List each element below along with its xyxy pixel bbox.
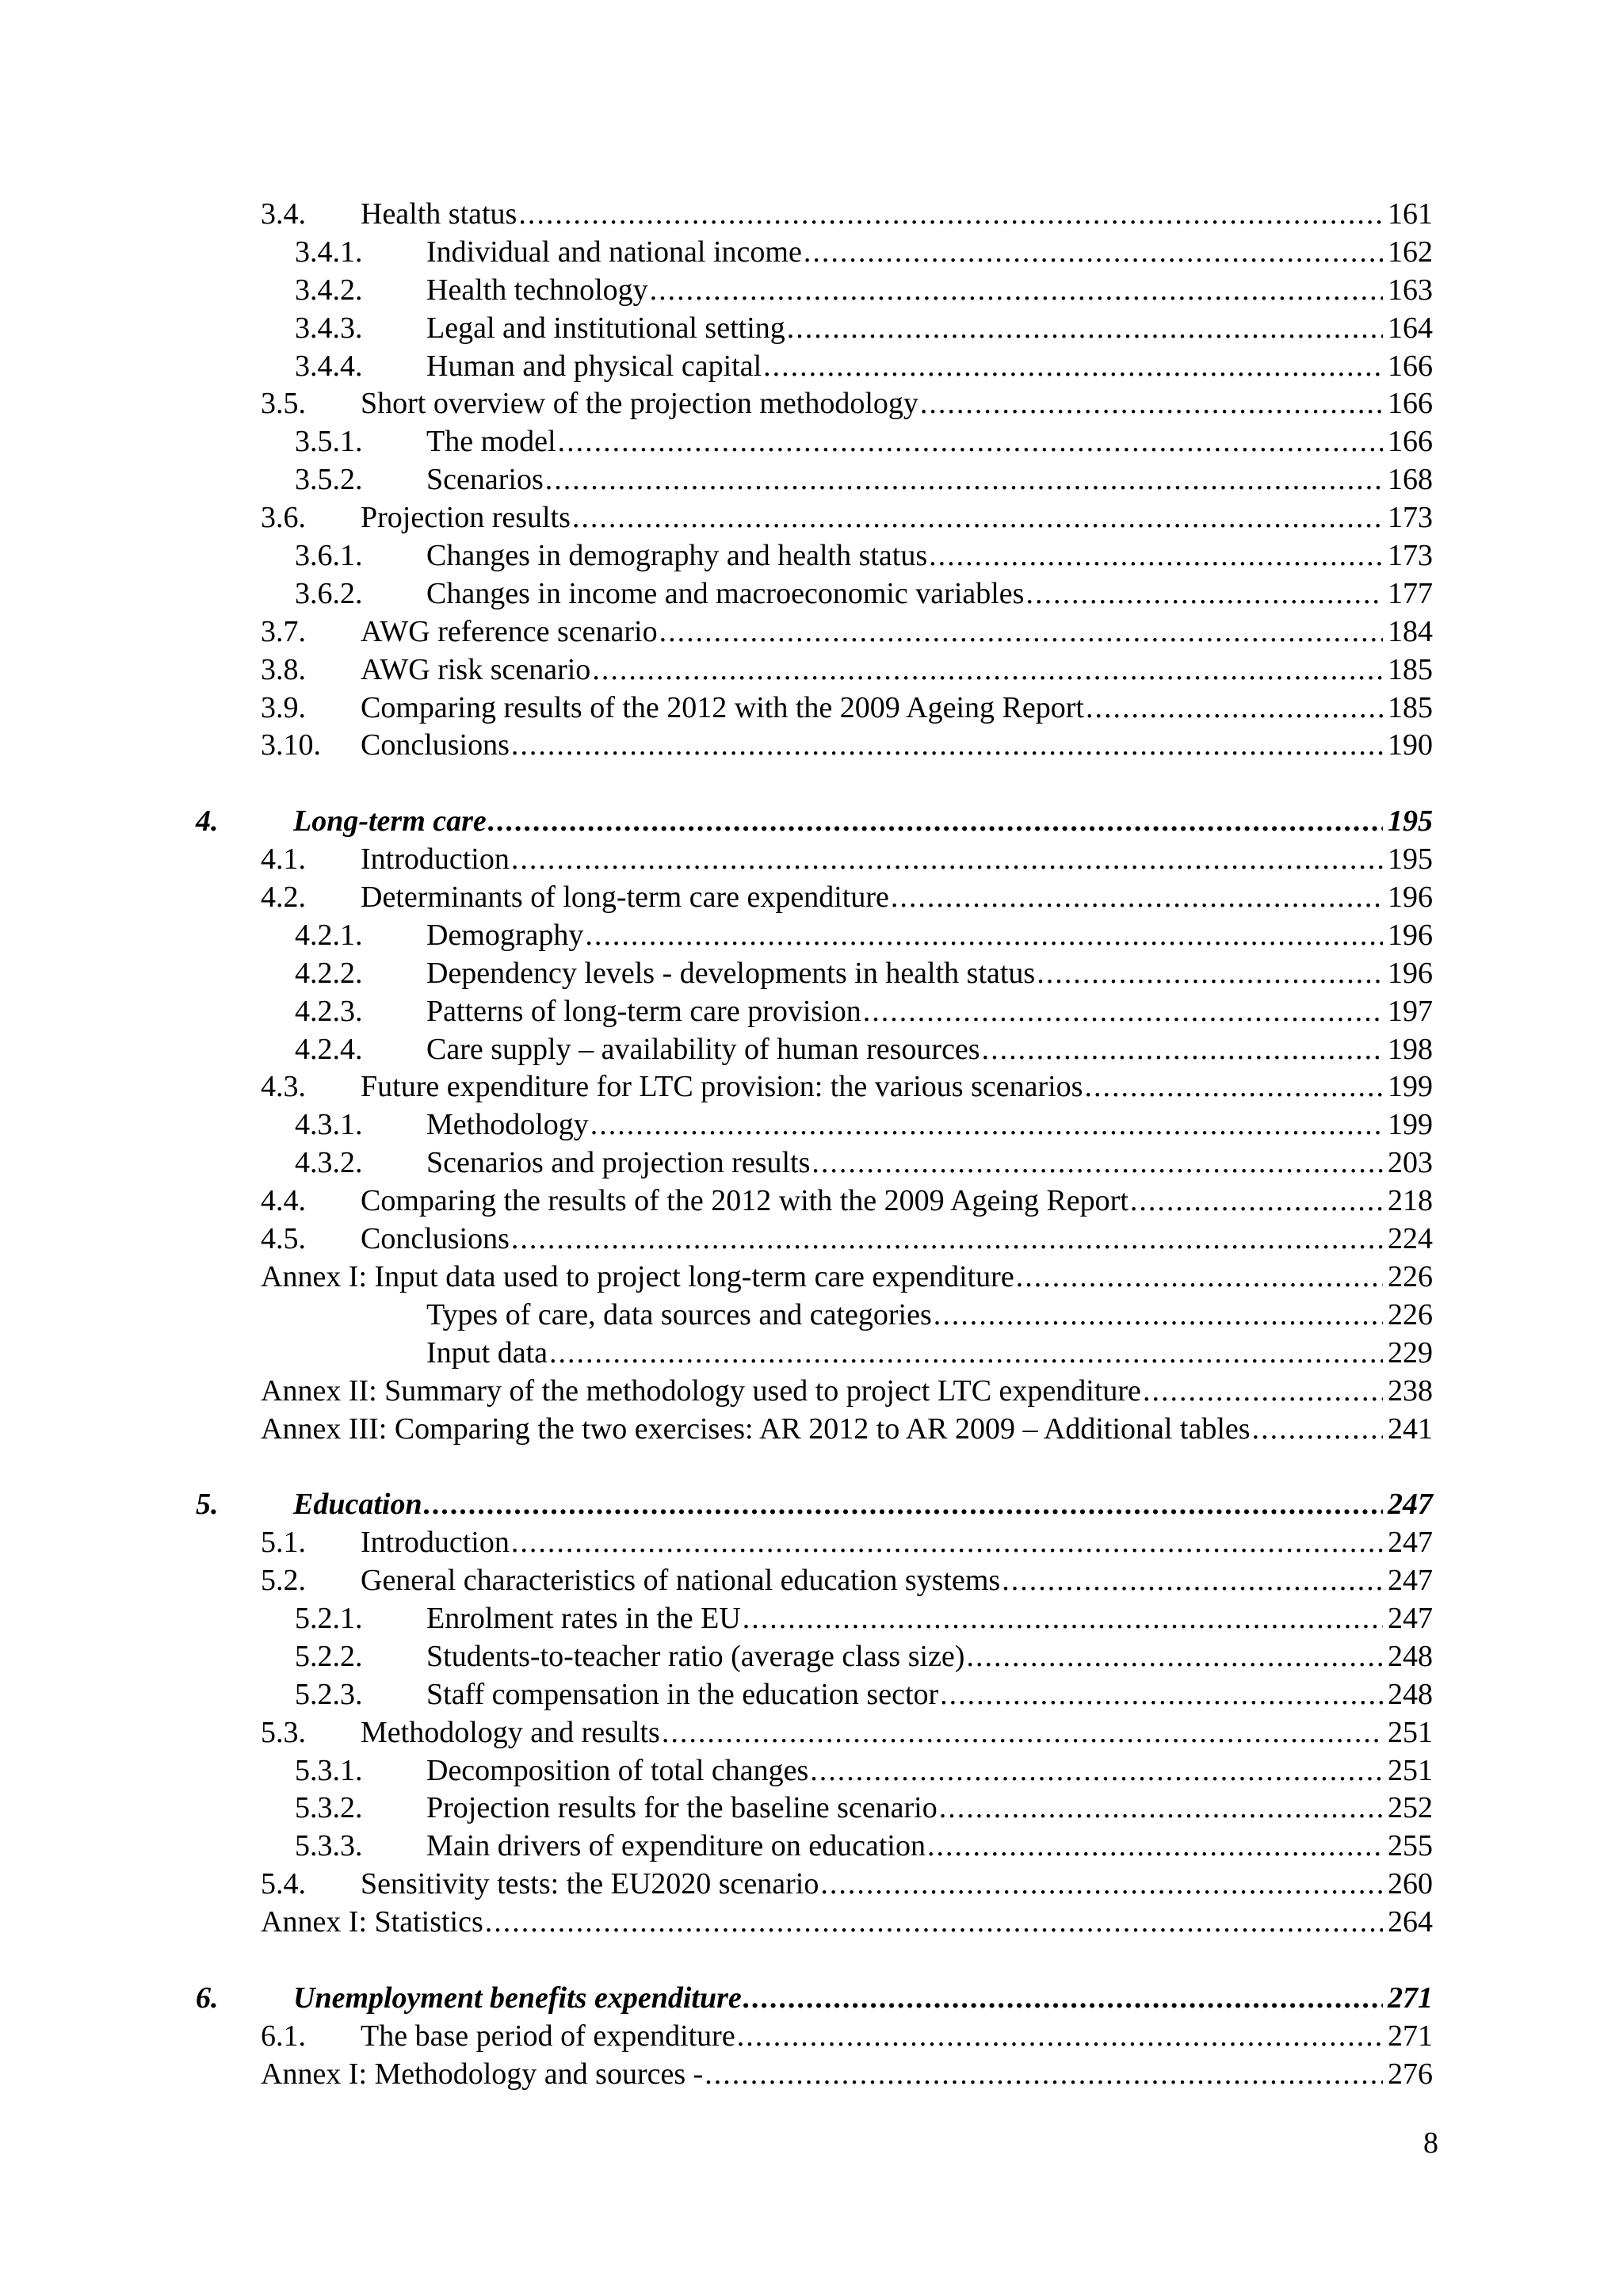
toc-entry-page: 197 <box>1388 994 1433 1028</box>
dot-leader <box>1002 1562 1383 1600</box>
toc-entry[interactable] <box>0 310 1623 348</box>
toc-entry-title: Conclusions <box>361 1222 510 1256</box>
toc-entry-number: 3.4. <box>261 197 306 231</box>
toc-entry-number: 4.3.1. <box>295 1108 363 1142</box>
toc-entry[interactable] <box>0 1562 1623 1600</box>
toc-entry-line <box>361 385 1433 423</box>
dot-leader <box>650 272 1383 310</box>
toc-entry-number: 6. <box>196 1981 219 2015</box>
toc-entry-line <box>426 1638 1433 1676</box>
toc-entry-title: AWG risk scenario <box>361 652 591 686</box>
toc-entry-title: Input data <box>426 1335 548 1370</box>
toc-entry-number: 3.6.1. <box>295 539 363 573</box>
dot-leader <box>939 1790 1383 1828</box>
toc-entry-title: Health technology <box>426 273 648 307</box>
dot-leader <box>927 1828 1383 1866</box>
dot-leader <box>511 727 1383 765</box>
toc-entry-page: 238 <box>1388 1373 1433 1408</box>
toc-entry-page: 252 <box>1388 1791 1433 1825</box>
toc-entry-page: 198 <box>1388 1032 1433 1066</box>
dot-leader <box>662 1714 1383 1752</box>
toc-entry-number: 6.1. <box>261 2019 306 2053</box>
toc-entry-line <box>361 1866 1433 1904</box>
toc-entry-title: Scenarios and projection results <box>426 1146 811 1180</box>
toc-entry-number: 4.3.2. <box>295 1146 363 1180</box>
dot-leader <box>485 1904 1383 1942</box>
toc-entry[interactable] <box>0 385 1623 423</box>
toc-entry-number: 5.2. <box>261 1564 306 1598</box>
toc-entry-line <box>361 690 1433 728</box>
toc-entry-title: Human and physical capital <box>426 349 762 383</box>
toc-entry-line <box>426 1031 1433 1069</box>
toc-entry[interactable] <box>0 1638 1623 1676</box>
toc-entry-page: 173 <box>1388 501 1433 535</box>
toc-chapter-entry[interactable] <box>0 1980 1623 2018</box>
toc-entry[interactable] <box>0 1182 1623 1221</box>
toc-entry-number: 5.3.3. <box>295 1829 363 1863</box>
toc-entry[interactable] <box>0 1144 1623 1182</box>
dot-leader <box>558 423 1383 461</box>
toc-entry[interactable] <box>0 1524 1623 1562</box>
dot-leader <box>1143 1373 1383 1411</box>
toc-entry-line <box>426 917 1433 955</box>
toc-entry-line <box>426 272 1433 310</box>
toc-entry-title: Annex I: Statistics <box>261 1905 483 1939</box>
toc-entry-title: Annex I: Input data used to project long-term care expenditure <box>261 1259 1014 1293</box>
toc-entry-title: Legal and institutional setting <box>426 311 785 345</box>
toc-entry-page: 184 <box>1388 614 1433 648</box>
toc-entry-title: Scenarios <box>426 463 544 497</box>
toc-entry-line <box>361 879 1433 917</box>
toc-entry[interactable] <box>0 1068 1623 1106</box>
dot-leader <box>590 1106 1383 1144</box>
toc-entry-title: Annex I: Methodology and sources - <box>261 2057 704 2091</box>
toc-entry-page: 226 <box>1388 1297 1433 1331</box>
dot-leader <box>929 537 1383 575</box>
toc-entry[interactable] <box>0 1297 1623 1335</box>
toc-entry-title: Staff compensation in the education sector <box>426 1677 939 1711</box>
toc-entry-page: 177 <box>1388 576 1433 610</box>
toc-entry-line <box>361 1562 1433 1600</box>
toc-entry-page: 163 <box>1388 273 1433 307</box>
toc-entry-page: 168 <box>1388 463 1433 497</box>
toc-entry-page: 196 <box>1388 956 1433 990</box>
toc-entry-number: 3.4.2. <box>295 273 363 307</box>
toc-entry-line <box>426 423 1433 461</box>
dot-leader <box>585 917 1383 955</box>
toc-entry[interactable] <box>0 2056 1623 2094</box>
toc-entry-number: 3.6. <box>261 501 306 535</box>
toc-entry-page: 247 <box>1388 1564 1433 1598</box>
toc-entry-page: 251 <box>1388 1753 1433 1787</box>
toc-entry-title: Sensitivity tests: the EU2020 scenario <box>361 1867 819 1901</box>
toc-entry[interactable] <box>0 1106 1623 1144</box>
toc-entry-title: Decomposition of total changes <box>426 1753 809 1787</box>
toc-entry-page: 264 <box>1388 1905 1433 1939</box>
toc-entry-page: 190 <box>1388 728 1433 762</box>
dot-leader <box>920 385 1383 423</box>
toc-entry-page: 166 <box>1388 349 1433 383</box>
toc-entry-line <box>426 310 1433 348</box>
dot-leader <box>810 1752 1383 1790</box>
toc-entry[interactable] <box>0 234 1623 272</box>
toc-entry[interactable] <box>0 1676 1623 1714</box>
toc-entry-line <box>426 1144 1433 1182</box>
toc-entry-number: 5. <box>196 1488 219 1522</box>
toc-entry-title: AWG reference scenario <box>361 614 658 648</box>
toc-entry[interactable] <box>0 993 1623 1031</box>
toc-entry-line <box>361 1524 1433 1562</box>
toc-entry[interactable] <box>0 1904 1623 1942</box>
toc-entry-line <box>293 803 1433 841</box>
toc-entry-page: 166 <box>1388 425 1433 459</box>
toc-entry-line <box>361 727 1433 765</box>
toc-entry-title: Future expenditure for LTC provision: the various scenarios <box>361 1070 1083 1104</box>
toc-entry-page: 271 <box>1388 2019 1433 2053</box>
toc-entry-title: Students-to-teacher ratio (average class size) <box>426 1639 965 1673</box>
toc-entry-number: 5.1. <box>261 1526 306 1560</box>
toc-entry-title: Annex III: Comparing the two exercises: AR 2012 to AR 2009 – Additional tables <box>261 1412 1251 1446</box>
toc-entry-title: Changes in demography and health status <box>426 539 928 573</box>
toc-entry[interactable] <box>0 1031 1623 1069</box>
toc-entry-line <box>293 1486 1433 1524</box>
toc-entry-line <box>261 2056 1433 2094</box>
toc-entry-page: 166 <box>1388 387 1433 421</box>
toc-entry-number: 3.9. <box>261 690 306 724</box>
toc-entry-line <box>361 499 1433 537</box>
toc-entry[interactable] <box>0 879 1623 917</box>
dot-leader <box>659 613 1383 651</box>
toc-entry-number: 4.2.1. <box>295 918 363 952</box>
toc-entry[interactable] <box>0 727 1623 765</box>
toc-entry-title: Comparing results of the 2012 with the 2009 Ageing Report <box>361 690 1084 724</box>
toc-chapter-entry[interactable] <box>0 803 1623 841</box>
toc-entry-line <box>261 1259 1433 1297</box>
dot-leader <box>1252 1411 1383 1449</box>
toc-entry-title: Patterns of long-term care provision <box>426 994 861 1028</box>
toc-entry[interactable] <box>0 537 1623 575</box>
toc-entry-line <box>361 651 1433 690</box>
dot-leader <box>1130 1182 1383 1221</box>
toc-entry-title: Individual and national income <box>426 235 802 269</box>
toc-entry[interactable] <box>0 1866 1623 1904</box>
toc-entry-number: 5.3. <box>261 1715 306 1749</box>
toc-entry-number: 4.2.2. <box>295 956 363 990</box>
table-of-contents <box>0 196 1623 2094</box>
toc-entry-page: 199 <box>1388 1070 1433 1104</box>
toc-entry-page: 161 <box>1388 197 1433 231</box>
toc-entry-title: Types of care, data sources and categories <box>426 1297 932 1331</box>
dot-leader <box>549 1335 1383 1373</box>
toc-entry[interactable] <box>0 196 1623 234</box>
dot-leader <box>737 2018 1383 2056</box>
toc-entry-number: 3.4.3. <box>295 311 363 345</box>
toc-entry-title: General characteristics of national education systems <box>361 1564 1001 1598</box>
toc-entry-title: Dependency levels - developments in health status <box>426 956 1036 990</box>
toc-entry-page: 164 <box>1388 311 1433 345</box>
toc-entry-line <box>426 348 1433 386</box>
toc-entry-line <box>361 1221 1433 1259</box>
toc-entry-number: 4.1. <box>261 842 306 877</box>
toc-entry[interactable] <box>0 461 1623 499</box>
dot-leader <box>518 196 1383 234</box>
toc-entry-page: 276 <box>1388 2057 1433 2091</box>
toc-entry-title: Changes in income and macroeconomic variables <box>426 576 1025 610</box>
toc-entry-title: Determinants of long-term care expenditure <box>361 881 889 915</box>
toc-entry-number: 3.5.1. <box>295 425 363 459</box>
dot-leader <box>424 1486 1383 1524</box>
toc-entry-page: 226 <box>1388 1259 1433 1293</box>
toc-entry[interactable] <box>0 917 1623 955</box>
toc-entry-line <box>361 2018 1433 2056</box>
toc-entry-title: Annex II: Summary of the methodology used to project LTC expenditure <box>261 1373 1141 1408</box>
toc-entry-page: 247 <box>1388 1526 1433 1560</box>
toc-entry[interactable] <box>0 1259 1623 1297</box>
toc-entry-line <box>361 1068 1433 1106</box>
toc-entry-number: 3.4.4. <box>295 349 363 383</box>
toc-entry-title: Long-term care <box>293 804 487 839</box>
toc-entry-number: 3.6.2. <box>295 576 363 610</box>
toc-entry[interactable] <box>0 1600 1623 1638</box>
toc-entry-line <box>426 1752 1433 1790</box>
toc-entry-line <box>361 613 1433 651</box>
toc-entry-page: 162 <box>1388 235 1433 269</box>
dot-leader <box>1084 1068 1383 1106</box>
toc-entry-title: The model <box>426 425 556 459</box>
toc-entry-number: 3.4.1. <box>295 235 363 269</box>
toc-entry-line <box>426 1106 1433 1144</box>
toc-entry-title: Methodology <box>426 1108 589 1142</box>
toc-entry[interactable] <box>0 272 1623 310</box>
toc-entry-title: Demography <box>426 918 584 952</box>
toc-entry-line <box>426 1297 1433 1335</box>
toc-entry[interactable] <box>0 348 1623 386</box>
dot-leader <box>1037 955 1383 993</box>
dot-leader <box>488 803 1383 841</box>
section-spacer <box>0 1448 1623 1486</box>
toc-entry-page: 173 <box>1388 539 1433 573</box>
dot-leader <box>545 461 1383 499</box>
toc-entry-page: 251 <box>1388 1715 1433 1749</box>
dot-leader <box>966 1638 1383 1676</box>
toc-entry-line <box>261 1904 1433 1942</box>
dot-leader <box>511 1524 1383 1562</box>
toc-entry-number: 5.3.2. <box>295 1791 363 1825</box>
toc-entry-number: 4.5. <box>261 1222 306 1256</box>
toc-entry-line <box>361 1714 1433 1752</box>
toc-entry[interactable] <box>0 423 1623 461</box>
toc-entry-page: 224 <box>1388 1222 1433 1256</box>
toc-entry-number: 4.2.4. <box>295 1032 363 1066</box>
toc-entry-line <box>361 1182 1433 1221</box>
dot-leader <box>982 1031 1383 1069</box>
toc-entry-page: 247 <box>1388 1601 1433 1635</box>
toc-entry[interactable] <box>0 1828 1623 1866</box>
toc-entry-page: 218 <box>1388 1184 1433 1218</box>
dot-leader <box>891 879 1383 917</box>
dot-leader <box>1086 690 1383 728</box>
toc-entry-number: 3.5.2. <box>295 463 363 497</box>
toc-entry-number: 5.2.3. <box>295 1677 363 1711</box>
toc-entry-number: 3.7. <box>261 614 306 648</box>
toc-entry-page: 248 <box>1388 1677 1433 1711</box>
toc-entry-number: 5.3.1. <box>295 1753 363 1787</box>
toc-entry[interactable] <box>0 613 1623 651</box>
toc-entry-title: Projection results <box>361 501 571 535</box>
toc-entry[interactable] <box>0 1714 1623 1752</box>
toc-entry-page: 229 <box>1388 1335 1433 1370</box>
toc-entry-line <box>426 1828 1433 1866</box>
toc-entry-line <box>261 1373 1433 1411</box>
toc-entry-page: 203 <box>1388 1146 1433 1180</box>
toc-entry-page: 196 <box>1388 918 1433 952</box>
dot-leader <box>812 1144 1383 1182</box>
toc-entry-page: 271 <box>1388 1981 1433 2015</box>
dot-leader <box>572 499 1383 537</box>
toc-entry-page: 260 <box>1388 1867 1433 1901</box>
toc-entry-page: 199 <box>1388 1108 1433 1142</box>
toc-entry[interactable] <box>0 651 1623 690</box>
toc-entry-number: 4.3. <box>261 1070 306 1104</box>
toc-entry-title: Projection results for the baseline scenario <box>426 1791 938 1825</box>
toc-entry-number: 5.4. <box>261 1867 306 1901</box>
toc-entry-line <box>361 841 1433 879</box>
toc-entry-line <box>426 461 1433 499</box>
toc-entry-number: 4.2.3. <box>295 994 363 1028</box>
toc-entry[interactable] <box>0 1752 1623 1790</box>
dot-leader <box>940 1676 1383 1714</box>
dot-leader <box>1016 1259 1383 1297</box>
toc-entry[interactable] <box>0 499 1623 537</box>
toc-entry-title: Conclusions <box>361 728 510 762</box>
toc-entry-number: 3.5. <box>261 387 306 421</box>
toc-entry-title: Education <box>293 1488 422 1522</box>
toc-entry-number: 3.8. <box>261 652 306 686</box>
toc-entry-page: 255 <box>1388 1829 1433 1863</box>
toc-entry-line <box>426 1600 1433 1638</box>
dot-leader <box>804 234 1383 272</box>
toc-entry-page: 241 <box>1388 1412 1433 1446</box>
dot-leader <box>1025 575 1383 613</box>
toc-entry[interactable] <box>0 690 1623 728</box>
toc-entry-line <box>361 196 1433 234</box>
toc-entry[interactable] <box>0 2018 1623 2056</box>
dot-leader <box>743 1980 1383 2018</box>
dot-leader <box>705 2056 1383 2094</box>
toc-chapter-entry[interactable] <box>0 1486 1623 1524</box>
toc-entry-page: 195 <box>1388 842 1433 877</box>
toc-entry[interactable] <box>0 1373 1623 1411</box>
toc-entry-page: 248 <box>1388 1639 1433 1673</box>
toc-entry[interactable] <box>0 841 1623 879</box>
toc-entry-line <box>426 1676 1433 1714</box>
dot-leader <box>511 1221 1383 1259</box>
toc-entry-page: 185 <box>1388 690 1433 724</box>
toc-entry-title: Introduction <box>361 1526 510 1560</box>
toc-entry-line <box>426 1790 1433 1828</box>
toc-entry-title: Unemployment benefits expenditure <box>293 1981 742 2015</box>
toc-entry[interactable] <box>0 575 1623 613</box>
toc-entry-title: Enrolment rates in the EU <box>426 1601 741 1635</box>
toc-entry-line <box>426 234 1433 272</box>
toc-entry-line <box>426 575 1433 613</box>
dot-leader <box>763 348 1383 386</box>
section-spacer <box>0 765 1623 803</box>
toc-entry-number: 4. <box>196 804 219 839</box>
toc-entry[interactable] <box>0 1790 1623 1828</box>
toc-entry[interactable] <box>0 1411 1623 1449</box>
toc-entry-line <box>426 537 1433 575</box>
dot-leader <box>743 1600 1383 1638</box>
toc-entry-page: 196 <box>1388 881 1433 915</box>
toc-entry-page: 185 <box>1388 652 1433 686</box>
toc-entry-title: Health status <box>361 197 517 231</box>
toc-entry-number: 4.2. <box>261 881 306 915</box>
toc-entry-title: Methodology and results <box>361 1715 660 1749</box>
toc-entry-page: 195 <box>1388 804 1433 839</box>
toc-entry-page: 247 <box>1388 1488 1433 1522</box>
page-number: 8 <box>1423 2126 1438 2160</box>
toc-entry-number: 4.4. <box>261 1184 306 1218</box>
dot-leader <box>511 841 1383 879</box>
toc-entry-line <box>426 1335 1433 1373</box>
toc-entry-line <box>261 1411 1433 1449</box>
toc-entry-line <box>426 993 1433 1031</box>
dot-leader <box>820 1866 1383 1904</box>
toc-entry-title: The base period of expenditure <box>361 2019 735 2053</box>
toc-entry-number: 5.2.1. <box>295 1601 363 1635</box>
section-spacer <box>0 1942 1623 1980</box>
toc-entry-title: Introduction <box>361 842 510 877</box>
toc-entry-title: Short overview of the projection methodology <box>361 387 918 421</box>
toc-entry-number: 3.10. <box>261 728 321 762</box>
toc-entry[interactable] <box>0 1221 1623 1259</box>
toc-entry-title: Main drivers of expenditure on education <box>426 1829 926 1863</box>
toc-entry[interactable] <box>0 955 1623 993</box>
toc-entry-title: Comparing the results of the 2012 with the 2009 Ageing Report <box>361 1184 1128 1218</box>
toc-entry-line <box>293 1980 1433 2018</box>
toc-entry-number: 5.2.2. <box>295 1639 363 1673</box>
dot-leader <box>787 310 1383 348</box>
toc-entry-line <box>426 955 1433 993</box>
dot-leader <box>934 1297 1383 1335</box>
dot-leader <box>592 651 1383 690</box>
toc-entry-title: Care supply – availability of human resources <box>426 1032 980 1066</box>
dot-leader <box>863 993 1383 1031</box>
toc-entry[interactable] <box>0 1335 1623 1373</box>
